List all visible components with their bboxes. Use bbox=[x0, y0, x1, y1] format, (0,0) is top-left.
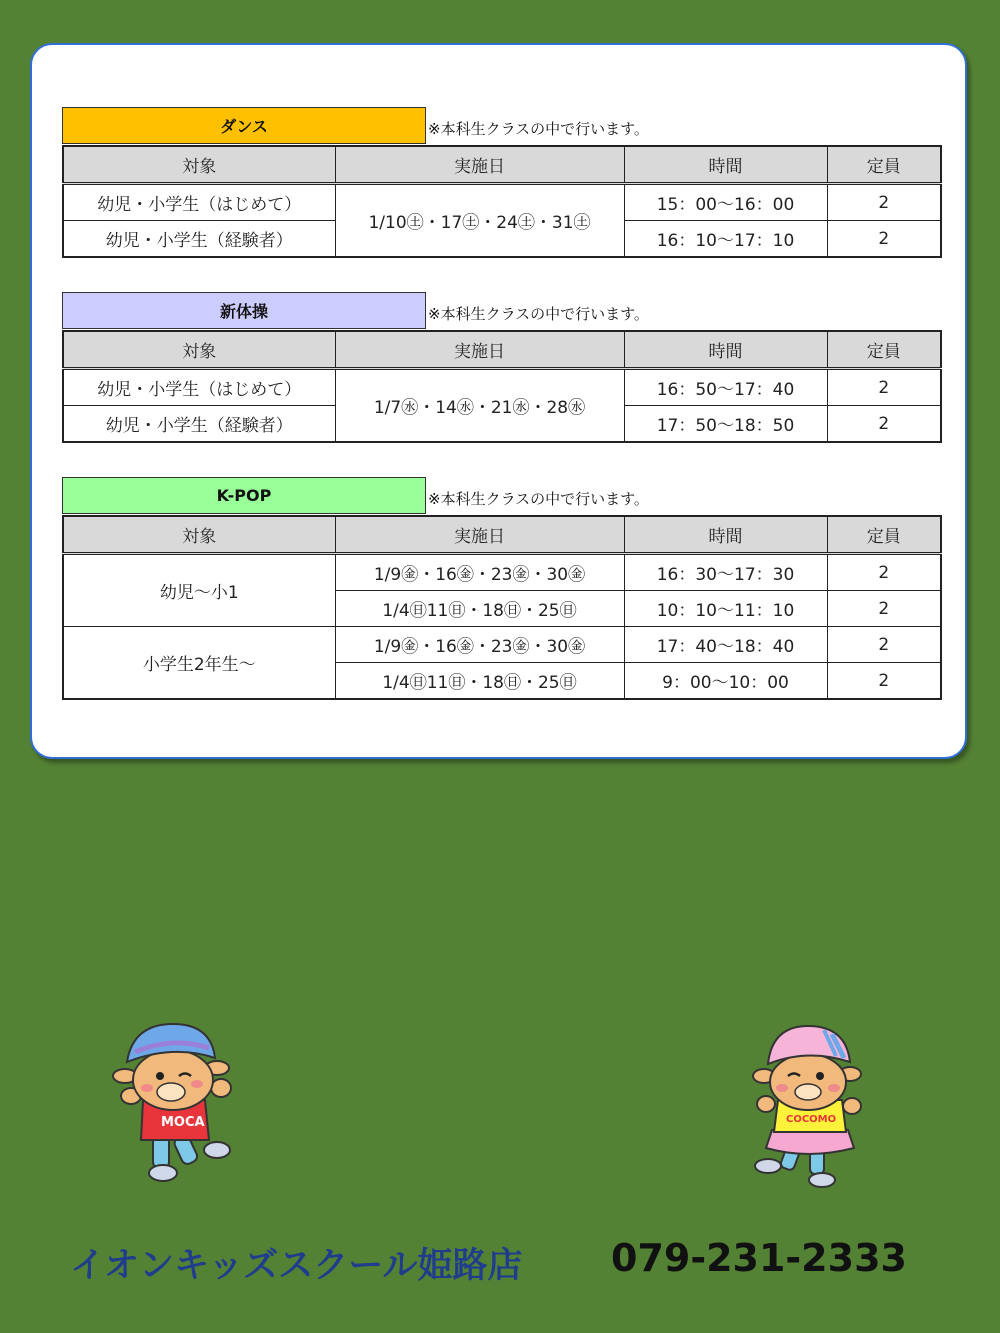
cell-time: 17：40〜18：40 bbox=[624, 627, 827, 663]
mascot-shirt-label: COCOMO bbox=[786, 1114, 837, 1125]
table-row bbox=[63, 627, 941, 663]
header-capacity: 定員 bbox=[827, 331, 941, 369]
cell-target: 小学生2年生〜 bbox=[63, 627, 335, 700]
cell-time: 16：50〜17：40 bbox=[624, 369, 827, 406]
section-note: ※本科生クラスの中で行います。 bbox=[428, 305, 649, 323]
cell-time: 17：50〜18：50 bbox=[624, 406, 827, 443]
cell-capacity: 2 bbox=[827, 406, 941, 443]
cell-date: 1/4㊐11㊐・18㊐・25㊐ bbox=[335, 663, 624, 700]
header-capacity: 定員 bbox=[827, 516, 941, 554]
schedule-table bbox=[62, 515, 942, 700]
cell-capacity: 2 bbox=[827, 627, 941, 663]
cell-time: 10：10〜11：10 bbox=[624, 591, 827, 627]
cell-target: 幼児・小学生（はじめて） bbox=[63, 184, 335, 221]
cell-time: 9：00〜10：00 bbox=[624, 663, 827, 700]
header-target: 対象 bbox=[63, 146, 335, 184]
table-header-row bbox=[63, 146, 941, 184]
mascot-cocomo-illustration bbox=[748, 1020, 868, 1190]
section-title: ダンス bbox=[62, 107, 426, 144]
schedule-table bbox=[62, 330, 942, 443]
header-target: 対象 bbox=[63, 331, 335, 369]
cell-target: 幼児〜小1 bbox=[63, 554, 335, 627]
schedule-card bbox=[30, 43, 967, 759]
section-kpop bbox=[62, 477, 940, 700]
cell-date: 1/9㊎・16㊎・23㊎・30㊎ bbox=[335, 554, 624, 591]
section-note: ※本科生クラスの中で行います。 bbox=[428, 490, 649, 508]
header-date: 実施日 bbox=[335, 146, 624, 184]
cell-target: 幼児・小学生（はじめて） bbox=[63, 369, 335, 406]
table-row bbox=[63, 184, 941, 221]
section-gymnastics bbox=[62, 292, 940, 443]
mascot-moca-illustration bbox=[105, 1018, 240, 1188]
cell-capacity: 2 bbox=[827, 184, 941, 221]
cell-date: 1/4㊐11㊐・18㊐・25㊐ bbox=[335, 591, 624, 627]
cell-date: 1/10㊏・17㊏・24㊏・31㊏ bbox=[335, 184, 624, 258]
cell-capacity: 2 bbox=[827, 554, 941, 591]
mascot-shirt-label: MOCA bbox=[161, 1115, 205, 1130]
header-date: 実施日 bbox=[335, 331, 624, 369]
table-header-row bbox=[63, 331, 941, 369]
cell-target: 幼児・小学生（経験者） bbox=[63, 406, 335, 443]
cell-capacity: 2 bbox=[827, 369, 941, 406]
table-row bbox=[63, 369, 941, 406]
cell-capacity: 2 bbox=[827, 663, 941, 700]
phone-number: 079-231-2333 bbox=[611, 1236, 907, 1280]
cell-time: 16：30〜17：30 bbox=[624, 554, 827, 591]
cell-target: 幼児・小学生（経験者） bbox=[63, 221, 335, 258]
cell-date: 1/9㊎・16㊎・23㊎・30㊎ bbox=[335, 627, 624, 663]
schedule-table bbox=[62, 145, 942, 258]
header-time: 時間 bbox=[624, 331, 827, 369]
cell-time: 15：00〜16：00 bbox=[624, 184, 827, 221]
header-time: 時間 bbox=[624, 146, 827, 184]
table-row bbox=[63, 554, 941, 591]
header-capacity: 定員 bbox=[827, 146, 941, 184]
section-note: ※本科生クラスの中で行います。 bbox=[428, 120, 649, 138]
header-target: 対象 bbox=[63, 516, 335, 554]
table-header-row bbox=[63, 516, 941, 554]
header-time: 時間 bbox=[624, 516, 827, 554]
school-name: イオンキッズスクール姫路店 bbox=[70, 1246, 523, 1286]
cell-time: 16：10〜17：10 bbox=[624, 221, 827, 258]
cell-date: 1/7㊌・14㊌・21㊌・28㊌ bbox=[335, 369, 624, 443]
section-dance bbox=[62, 107, 940, 258]
header-date: 実施日 bbox=[335, 516, 624, 554]
cell-capacity: 2 bbox=[827, 221, 941, 258]
section-title: 新体操 bbox=[62, 292, 426, 329]
cell-capacity: 2 bbox=[827, 591, 941, 627]
section-title: K-POP bbox=[62, 477, 426, 514]
